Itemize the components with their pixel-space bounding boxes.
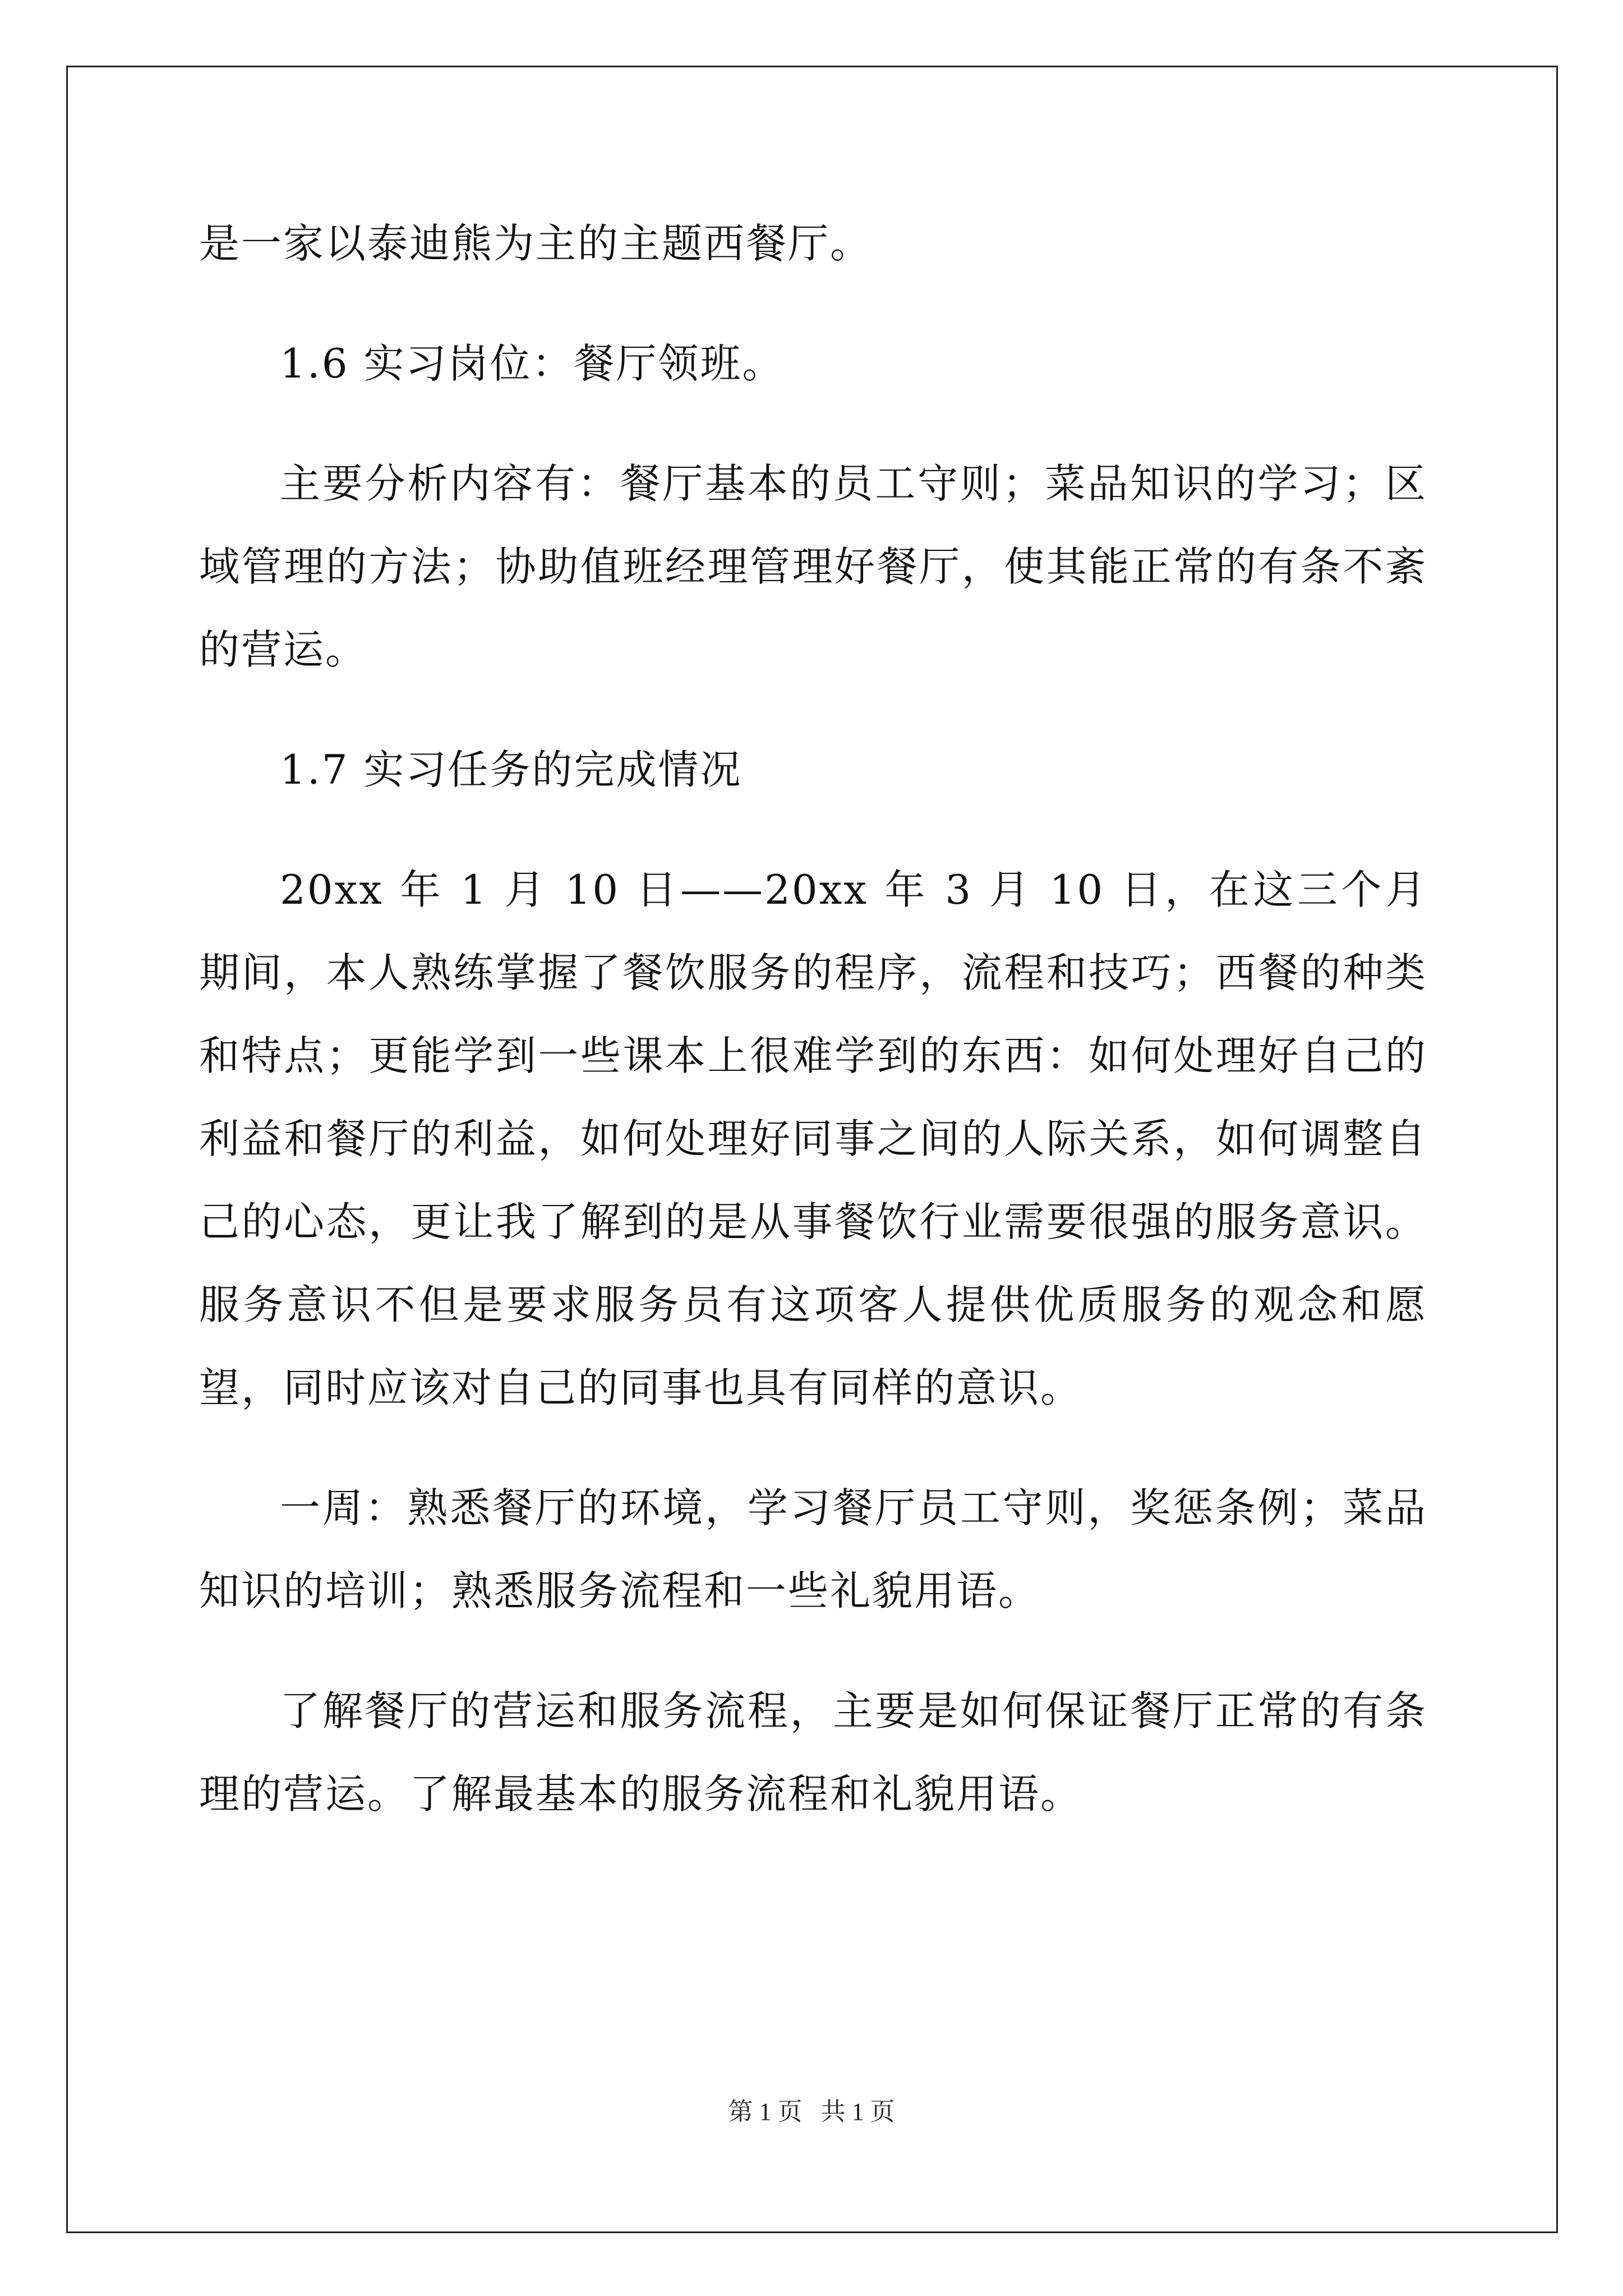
paragraph: 主要分析内容有：餐厅基本的员工守则；菜品知识的学习；区域管理的方法；协助值班经理管理好餐厅，使其能正常的有条不紊的营运。 [199,460,1427,673]
paragraph: 是一家以泰迪熊为主的主题西餐厅。 [199,220,873,267]
section-heading-tasks: 1.7 实习任务的完成情况 [280,746,743,793]
paragraph: 了解餐厅的营运和服务流程，主要是如何保证餐厅正常的有条理的营运。了解最基本的服务流程和礼貌用语。 [199,1687,1427,1818]
paragraph: 一周：熟悉餐厅的环境，学习餐厅员工守则，奖惩条例；菜品知识的培训；熟悉服务流程和一些礼貌用语。 [199,1484,1427,1614]
paragraph: 20xx 年 1 月 10 日——20xx 年 3 月 10 日，在这三个月期间，本人熟练掌握了餐饮服务的程序，流程和技巧；西餐的种类和特点；更能学到一些课本上很难学到的东西：如何处理好自己的利益和餐厅的利益，如何处理好同事之间的人际关系，如何调整自己的心态，更让我了解到的是从事餐饮行业需要很强的服务意识。服务意识不但是要求服务员有这项客人提供优质服务的观念和愿望，同时应该对自己的同事也具有同样的意识。 [199,866,1427,1411]
page-footer: 第 1 页 共 1 页 [728,2098,895,2125]
document-body [199,202,1427,1872]
section-heading-position: 1.6 实习岗位：餐厅领班。 [280,340,785,387]
